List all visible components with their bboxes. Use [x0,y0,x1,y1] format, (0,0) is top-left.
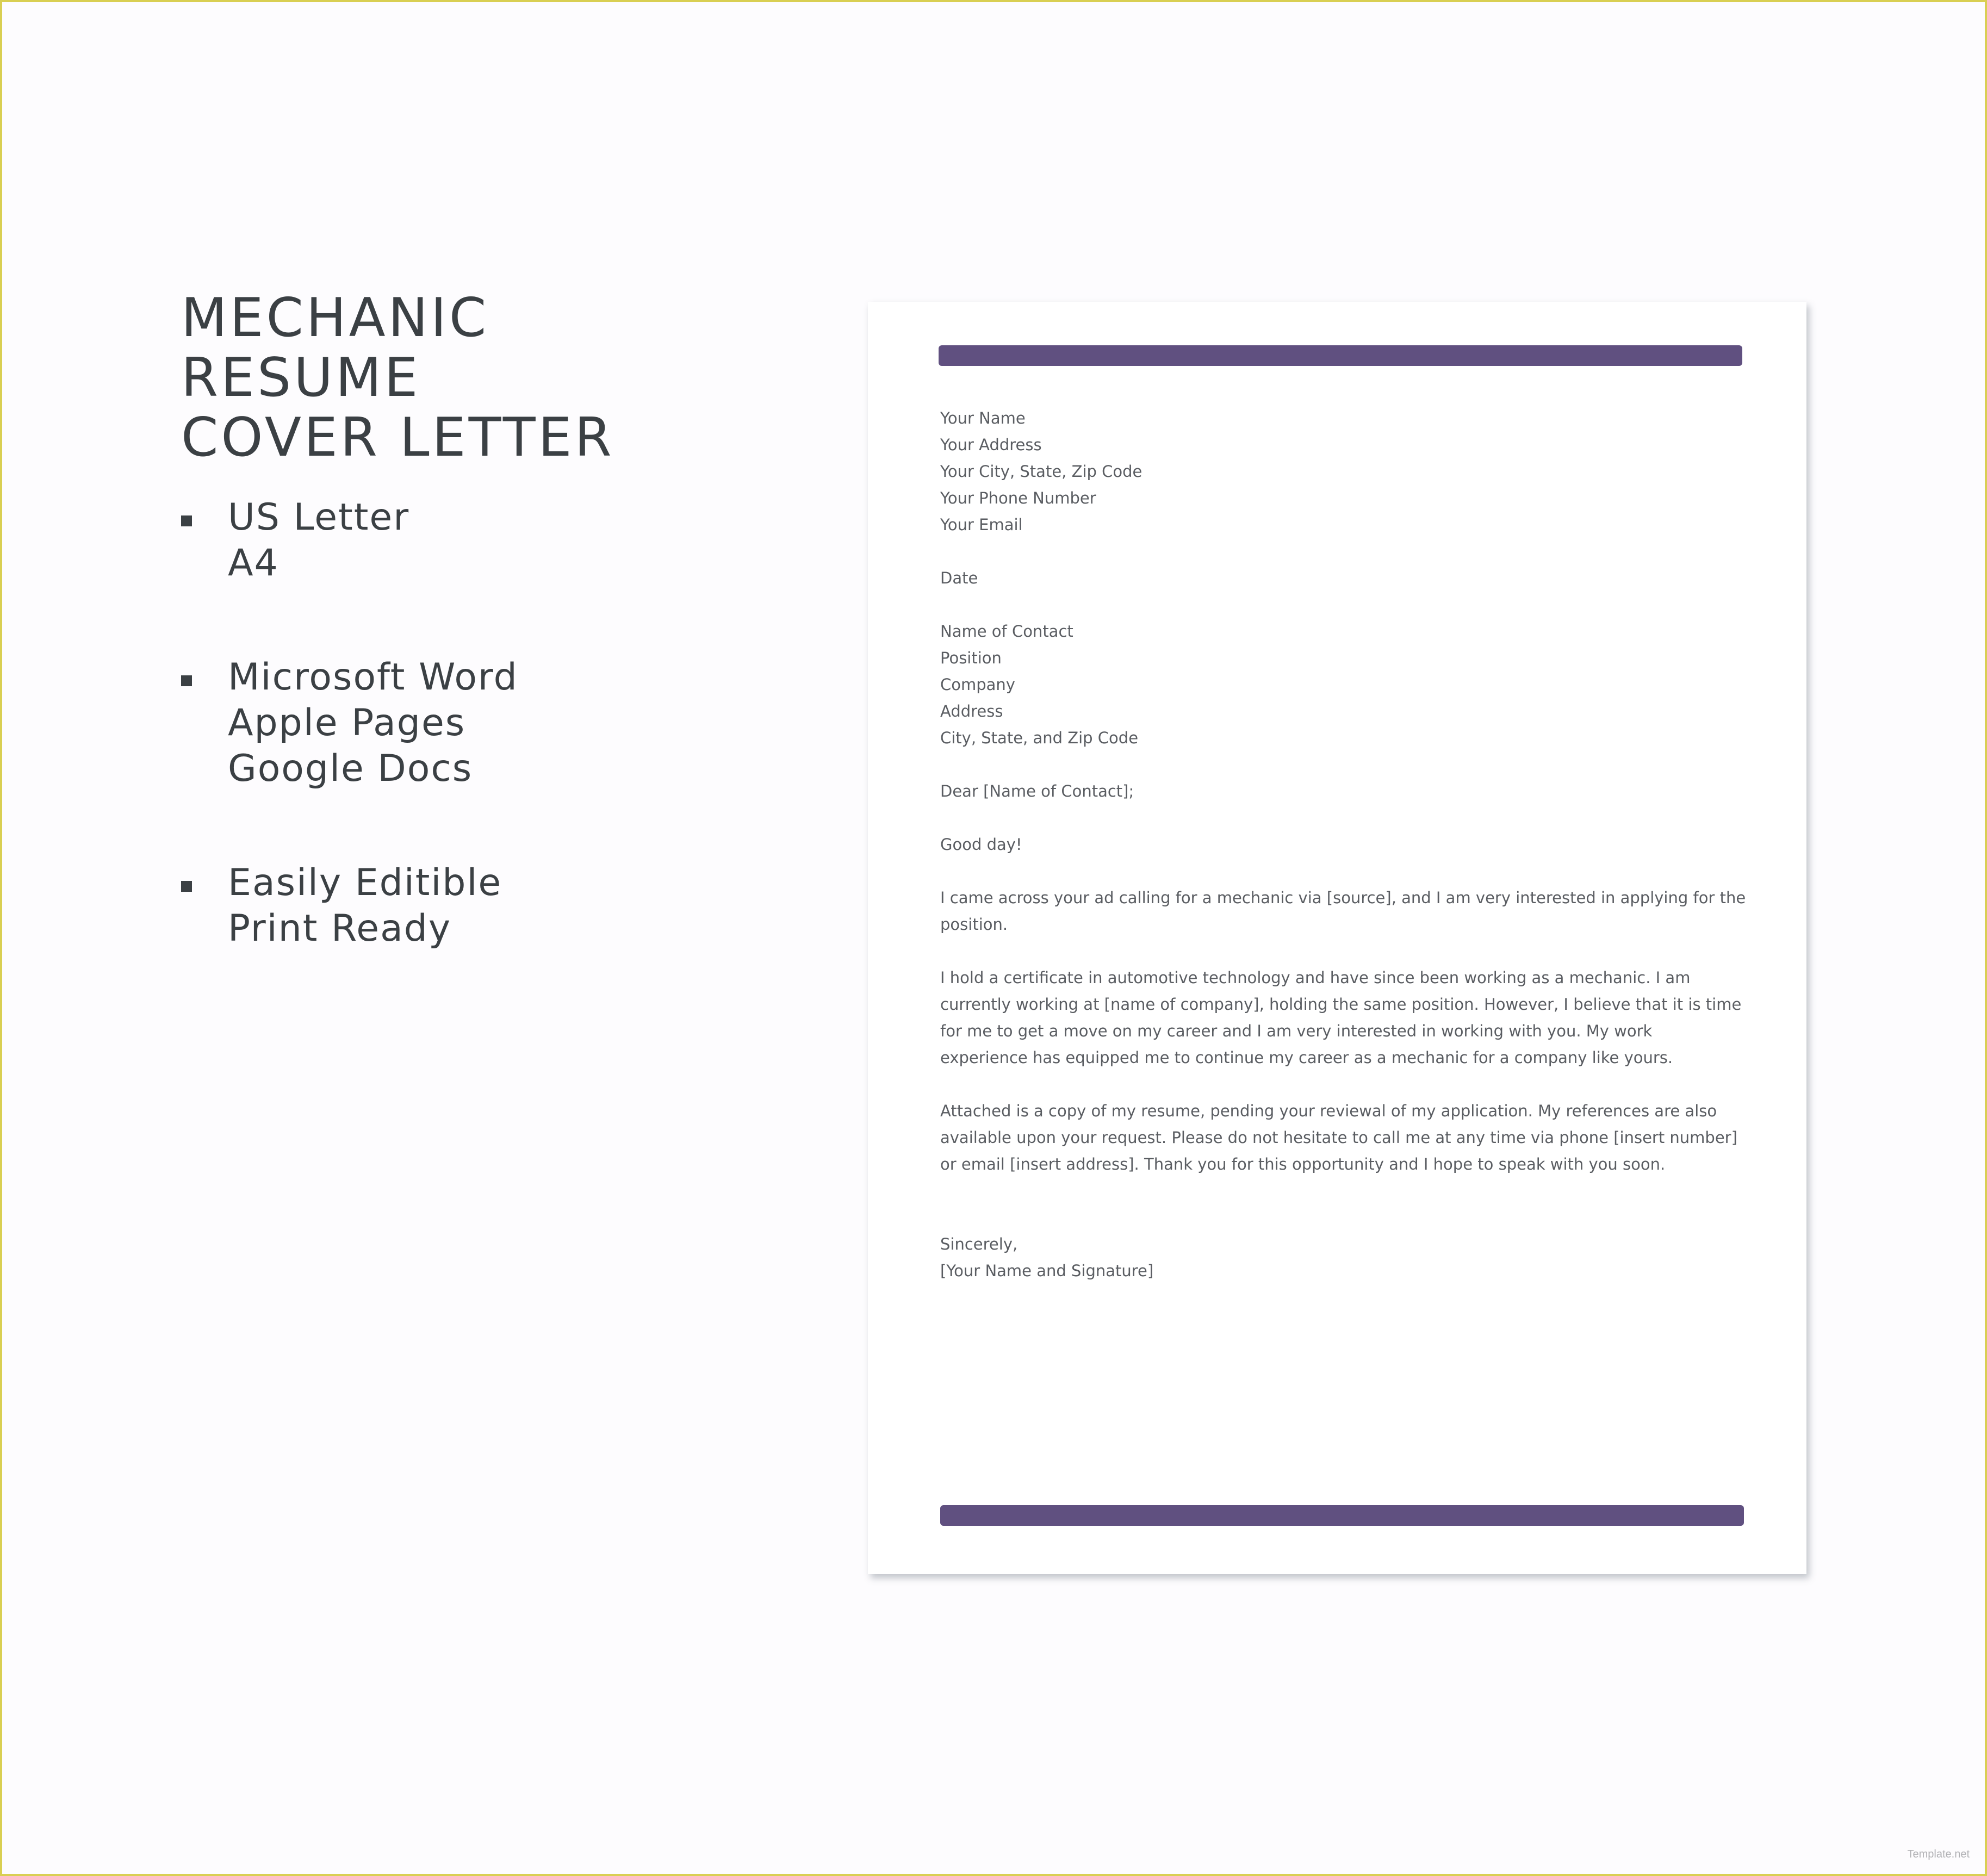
letter-body [940,405,1746,1284]
footer-accent-bar [940,1505,1744,1526]
greeting: Good day! [940,835,1022,854]
recipient-block [940,618,1734,751]
sender-name: Your Name [940,409,1026,427]
feature-group-paper-size [181,495,518,586]
sender-address: Your Address [940,436,1042,454]
paragraph-line: for me to get a move on my career and I am very interested in working with you. My work [940,1022,1653,1040]
header-accent-bar [939,345,1742,366]
title-line-1: MECHANIC RESUME [181,287,489,409]
salutation: Dear [Name of Contact]; [940,782,1134,800]
feature-item: Microsoft Word [228,656,518,699]
feature-item: Easily Editible [228,861,502,904]
letter-document-preview [868,302,1806,1574]
feature-item: A4 [228,542,279,585]
feature-item: Apple Pages [228,701,466,744]
greeting-block [940,831,1734,858]
date-block [940,565,1734,592]
paragraph-line: I came across your ad calling for a mechanic via [source], and I am very interested in applying for the [940,889,1746,907]
paragraph-experience [940,965,1742,1071]
recipient-city: City, State, and Zip Code [940,729,1139,747]
closing: Sincerely, [940,1235,1018,1253]
feature-group-formats [181,655,518,792]
paragraph-line: available upon your request. Please do not hesitate to call me at any time via phone [insert number] [940,1128,1737,1147]
feature-list [181,495,518,1020]
signoff-block [940,1231,1734,1284]
bullet-icon [181,515,192,526]
sender-email: Your Email [940,515,1023,534]
paragraph-line: Attached is a copy of my resume, pending your reviewal of my application. My references are also [940,1102,1717,1120]
paragraph-closing [940,1098,1737,1178]
title-line-2: COVER LETTER [181,407,614,469]
paragraph-line: experience has equipped me to continue my career as a mechanic for a company like yours. [940,1048,1673,1067]
sender-city: Your City, State, Zip Code [940,462,1142,481]
letter-date: Date [940,569,978,587]
recipient-company: Company [940,675,1015,694]
feature-item: Print Ready [228,907,452,950]
feature-group-qualities [181,860,518,952]
bullet-icon [181,881,192,892]
recipient-name: Name of Contact [940,622,1073,641]
recipient-address: Address [940,702,1003,720]
paragraph-line: or email [insert address]. Thank you for this opportunity and I hope to speak with you soon. [940,1155,1666,1173]
paragraph-line: I hold a certificate in automotive technology and have since been working as a mechanic. I am [940,968,1691,987]
sender-block [940,405,1734,538]
signature: [Your Name and Signature] [940,1262,1154,1280]
recipient-position: Position [940,649,1002,667]
page-title [181,288,725,468]
feature-item: Google Docs [228,747,473,790]
sender-phone: Your Phone Number [940,489,1096,507]
paragraph-line: currently working at [name of company], holding the same position. However, I believe that it is time [940,995,1742,1014]
salutation-block [940,778,1734,805]
paragraph-line: position. [940,915,1008,934]
bullet-icon [181,675,192,686]
watermark: Template.net [1907,1848,1970,1860]
paragraph-intro [940,885,1746,938]
feature-item: US Letter [228,496,410,539]
